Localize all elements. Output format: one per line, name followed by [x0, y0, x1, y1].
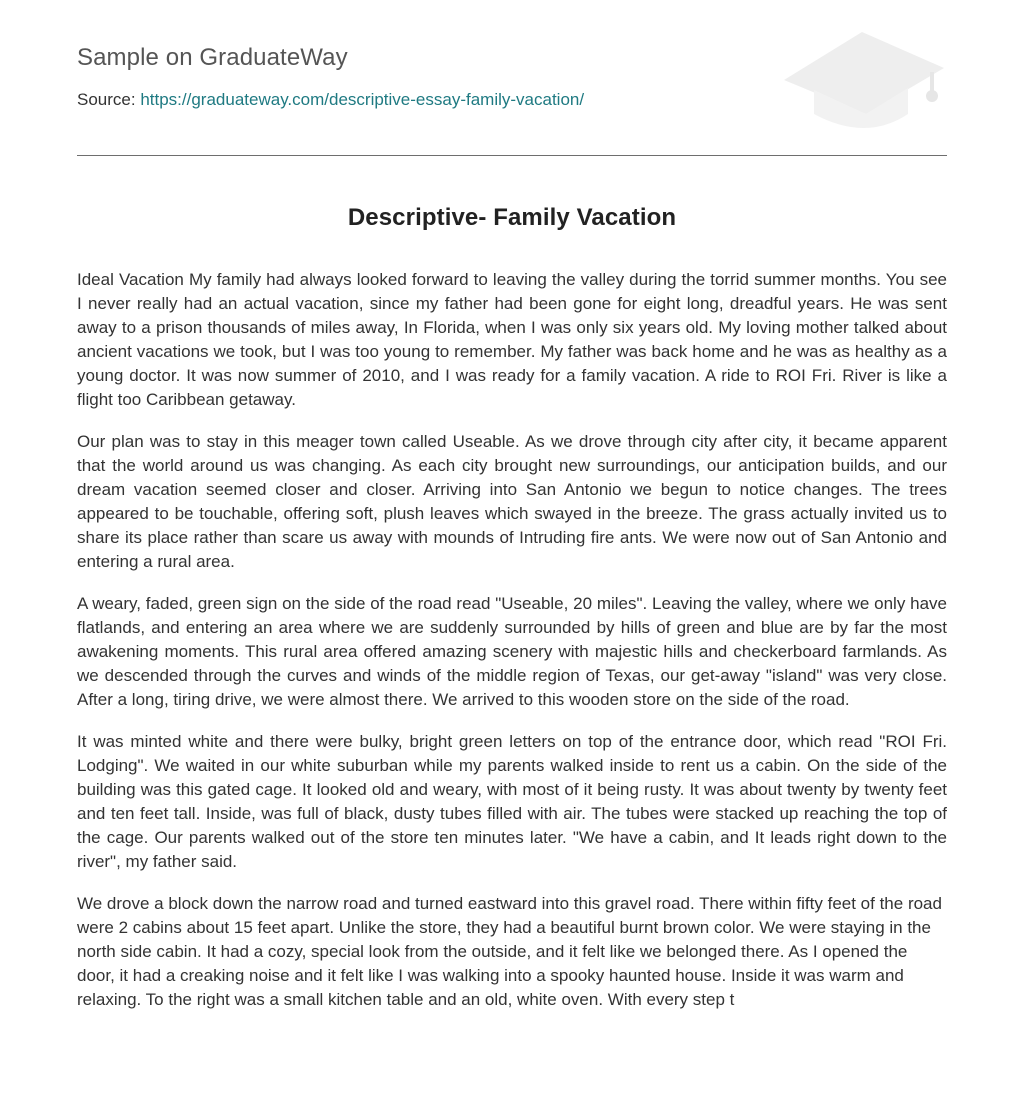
page-header [77, 0, 947, 156]
site-title: Sample on GraduateWay [77, 44, 348, 71]
essay-title: Descriptive- Family Vacation [347, 204, 677, 231]
graduation-cap-icon [780, 30, 948, 134]
header-divider [77, 155, 947, 156]
essay-body [77, 268, 947, 1030]
source-line [77, 90, 584, 110]
source-label: Source: [77, 90, 136, 109]
essay-paragraph: A weary, faded, green sign on the side of the road read "Useable, 20 miles". Leaving the valley, where we only have flatlands, and entering an area where we are suddenly surrounded by hills of green and blue are by far the most awakening moments. This rural area offered amazing scenery with majestic hills and checkerboard farmlands. As we descended through the curves and winds of the middle region of Texas, our get-away "island" was very close. After a long, tiring drive, we were almost there. We arrived to this wooden store on the side of the road. [77, 594, 947, 709]
essay-paragraph: We drove a block down the narrow road and turned eastward into this gravel road. There within fifty feet of the road were 2 cabins about 15 feet apart. Unlike the store, they had a beautiful burnt brown color. We were staying in the north side cabin. It had a cozy, special look from the outside, and it felt like we belonged there. As I opened the door, it had a creaking noise and it felt like I was walking into a spooky haunted house. Inside it was warm and relaxing. To the right was a small kitchen table and an old, white oven. With every step t [77, 894, 942, 1009]
essay-paragraph: Ideal Vacation My family had always looked forward to leaving the valley during the torrid summer months. You see I never really had an actual vacation, since my father had been gone for eight long, dreadful years. He was sent away to a prison thousands of miles away, In Florida, when I was only six years old. My loving mother talked about ancient vacations we took, but I was too young to remember. My father was back home and he was as healthy as a young doctor. It was now summer of 2010, and I was ready for a family vacation. A ride to ROI Fri. River is like a flight too Caribbean getaway. [77, 270, 947, 409]
source-link[interactable]: https://graduateway.com/descriptive-essay-family-vacation/ [140, 90, 585, 109]
essay-paragraph: Our plan was to stay in this meager town called Useable. As we drove through city after city, it became apparent that the world around us was changing. As each city brought new surroundings, our anticipation builds, and our dream vacation seemed closer and closer. Arriving into San Antonio we begun to notice changes. The trees appeared to be touchable, offering soft, plush leaves which swayed in the breeze. The grass actually invited us to share its place rather than scare us away with mounds of Intruding fire ants. We were now out of San Antonio and entering a rural area. [77, 432, 947, 571]
essay-paragraph: It was minted white and there were bulky, bright green letters on top of the entrance door, which read "ROI Fri. Lodging". We waited in our white suburban while my parents walked inside to rent us a cabin. On the side of the building was this gated cage. It looked old and weary, with most of it being rusty. It was about twenty by twenty feet and ten feet tall. Inside, was full of black, dusty tubes filled with air. The tubes were stacked up reaching the top of the cage. Our parents walked out of the store ten minutes later. "We have a cabin, and It leads right down to the river", my father said. [77, 732, 947, 871]
